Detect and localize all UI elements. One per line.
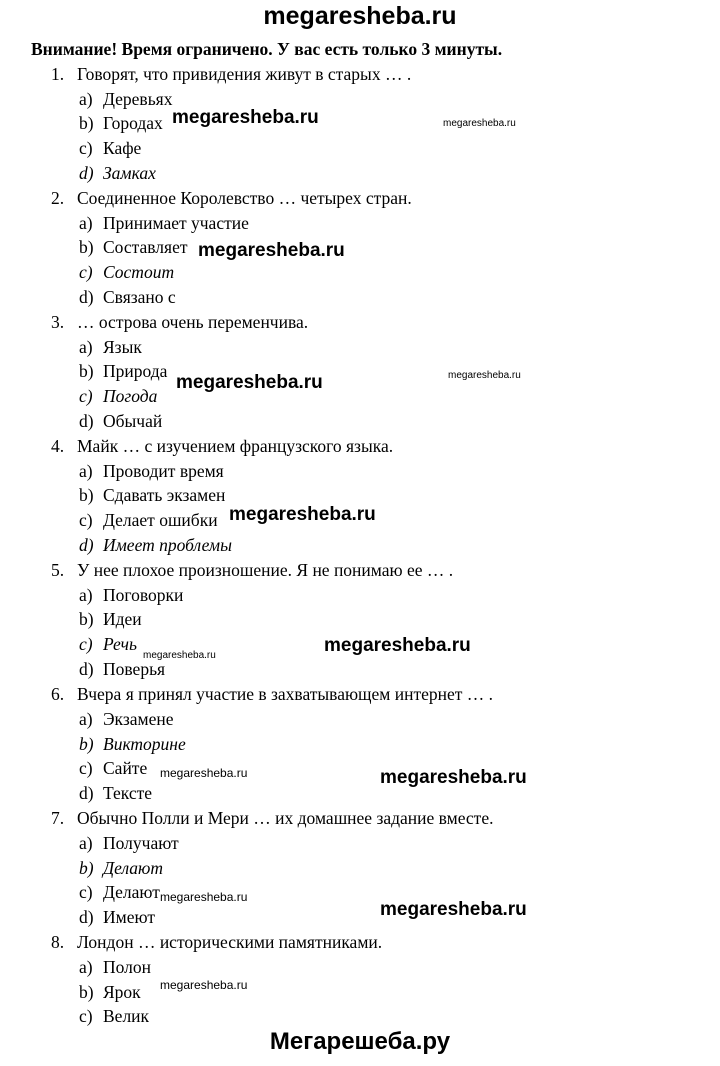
question-number: 1. xyxy=(51,64,65,84)
text-label: Делает ошибки xyxy=(103,510,218,530)
watermark: megaresheba.ru xyxy=(160,890,248,904)
option-6a xyxy=(79,708,173,730)
text-label: Городах xyxy=(103,113,163,133)
option-7d xyxy=(79,906,155,928)
option-6c xyxy=(79,757,147,779)
text-label: Принимает участие xyxy=(103,213,249,233)
option-3d xyxy=(79,410,162,432)
option-1c xyxy=(79,137,141,159)
time-limit-notice: Внимание! Время ограничено. У вас есть только 3 минуты. xyxy=(31,39,503,59)
watermark: megaresheba.ru xyxy=(448,370,521,381)
option-3b xyxy=(79,360,167,382)
text-label: … острова очень переменчива. xyxy=(77,312,309,332)
text-label: Связано с xyxy=(103,287,176,307)
option-2d xyxy=(79,286,176,308)
option-letter: b) xyxy=(79,485,94,505)
question-number: 2. xyxy=(51,188,65,208)
text-label: Полон xyxy=(103,957,152,977)
watermark: megaresheba.ru xyxy=(380,899,527,920)
option-2b xyxy=(79,236,187,258)
watermark: megaresheba.ru xyxy=(160,978,248,992)
text-label: Ярок xyxy=(103,982,141,1002)
text-label: Сдавать экзамен xyxy=(103,485,226,505)
watermark: megaresheba.ru xyxy=(160,766,248,780)
option-5d xyxy=(79,658,165,680)
option-letter: c) xyxy=(79,1006,93,1026)
option-letter: c) xyxy=(79,386,93,406)
question-number: 6. xyxy=(51,684,65,704)
text-label: Поговорки xyxy=(103,585,184,605)
text-label: Экзамене xyxy=(103,709,174,729)
question-number: 5. xyxy=(51,560,65,580)
text-label: Велик xyxy=(103,1006,150,1026)
question-number: 3. xyxy=(51,312,65,332)
text-label: Язык xyxy=(103,337,142,357)
watermark: megaresheba.ru xyxy=(172,107,319,128)
text-label: Получают xyxy=(103,833,179,853)
option-2a xyxy=(79,212,249,234)
question-number: 4. xyxy=(51,436,65,456)
option-letter: b) xyxy=(79,734,94,754)
option-letter: a) xyxy=(79,709,93,729)
option-6d xyxy=(79,782,152,804)
option-8b xyxy=(79,981,141,1003)
option-1b xyxy=(79,112,163,134)
text-label: Составляет xyxy=(103,237,188,257)
option-2c-answer xyxy=(79,261,174,283)
text-label: Деревьях xyxy=(103,89,173,109)
question-7 xyxy=(51,807,493,829)
header-site-logo[interactable]: megaresheba.ru xyxy=(263,2,457,30)
option-letter: a) xyxy=(79,461,93,481)
option-letter: a) xyxy=(79,213,93,233)
option-letter: b) xyxy=(79,237,94,257)
option-letter: b) xyxy=(79,982,94,1002)
option-4c xyxy=(79,509,218,531)
option-letter: c) xyxy=(79,138,93,158)
question-4 xyxy=(51,435,393,457)
text-label: Имеют xyxy=(103,907,155,927)
option-letter: a) xyxy=(79,585,93,605)
option-5a xyxy=(79,584,183,606)
text-label: Обычай xyxy=(103,411,163,431)
text-label: Природа xyxy=(103,361,168,381)
text-label: Сайте xyxy=(103,758,148,778)
option-4b xyxy=(79,484,225,506)
watermark: megaresheba.ru xyxy=(324,635,471,656)
option-4a xyxy=(79,460,224,482)
option-letter: c) xyxy=(79,510,93,530)
option-7c xyxy=(79,881,160,903)
option-letter: c) xyxy=(79,758,93,778)
watermark: megaresheba.ru xyxy=(143,650,216,661)
text-label: Делают xyxy=(103,858,164,878)
text-label: Погода xyxy=(103,386,158,406)
text-label: Соединенное Королевство … четырех стран. xyxy=(77,188,412,208)
option-letter: d) xyxy=(79,783,94,803)
option-4d-answer xyxy=(79,534,232,556)
question-number: 8. xyxy=(51,932,65,952)
watermark: megaresheba.ru xyxy=(443,118,516,129)
option-letter: b) xyxy=(79,858,94,878)
option-letter: a) xyxy=(79,957,93,977)
text-label: Замках xyxy=(103,163,156,183)
option-letter: a) xyxy=(79,89,93,109)
option-letter: d) xyxy=(79,659,94,679)
watermark: megaresheba.ru xyxy=(380,767,527,788)
question-1 xyxy=(51,63,411,85)
question-8 xyxy=(51,931,382,953)
option-8a xyxy=(79,956,151,978)
text-label: Поверья xyxy=(103,659,166,679)
text-label: Викторине xyxy=(103,734,186,754)
option-8c xyxy=(79,1005,149,1027)
option-letter: c) xyxy=(79,882,93,902)
option-letter: a) xyxy=(79,337,93,357)
option-7a xyxy=(79,832,179,854)
text-label: Лондон … историческими памятниками. xyxy=(77,932,383,952)
option-letter: a) xyxy=(79,833,93,853)
text-label: Речь xyxy=(103,634,137,654)
text-label: Майк … с изучением французского языка. xyxy=(77,436,394,456)
option-6b-answer xyxy=(79,733,186,755)
watermark: megaresheba.ru xyxy=(198,240,345,261)
watermark: megaresheba.ru xyxy=(176,372,323,393)
option-3a xyxy=(79,336,142,358)
option-letter: d) xyxy=(79,411,94,431)
option-letter: b) xyxy=(79,361,94,381)
text-label: Кафе xyxy=(103,138,142,158)
option-5c-answer xyxy=(79,633,137,655)
option-5b xyxy=(79,608,142,630)
option-1a xyxy=(79,88,172,110)
question-number: 7. xyxy=(51,808,65,828)
option-letter: d) xyxy=(79,907,94,927)
option-3c-answer xyxy=(79,385,157,407)
footer-site-logo[interactable]: Мегарешеба.ру xyxy=(269,1028,451,1055)
text-label: У нее плохое произношение. Я не понимаю ее … . xyxy=(77,560,454,580)
watermark: megaresheba.ru xyxy=(229,504,376,525)
question-3 xyxy=(51,311,308,333)
option-letter: d) xyxy=(79,287,94,307)
option-letter: b) xyxy=(79,609,94,629)
option-1d-answer xyxy=(79,162,156,184)
option-7b-answer xyxy=(79,857,163,879)
text-label: Состоит xyxy=(103,262,175,282)
text-label: Вчера я принял участие в захватывающем интернет … . xyxy=(77,684,494,704)
option-letter: b) xyxy=(79,113,94,133)
text-label: Делают xyxy=(103,882,160,902)
text-label: Тексте xyxy=(103,783,153,803)
option-letter: c) xyxy=(79,262,93,282)
option-letter: c) xyxy=(79,634,93,654)
text-label: Проводит время xyxy=(103,461,224,481)
text-label: Говорят, что привидения живут в старых … . xyxy=(77,64,412,84)
text-label: Имеет проблемы xyxy=(103,535,232,555)
text-label: Обычно Полли и Мери … их домашнее задание вместе. xyxy=(77,808,494,828)
question-2 xyxy=(51,187,412,209)
text-label: Идеи xyxy=(103,609,142,629)
question-5 xyxy=(51,559,453,581)
option-letter: d) xyxy=(79,163,94,183)
option-letter: d) xyxy=(79,535,94,555)
question-6 xyxy=(51,683,493,705)
